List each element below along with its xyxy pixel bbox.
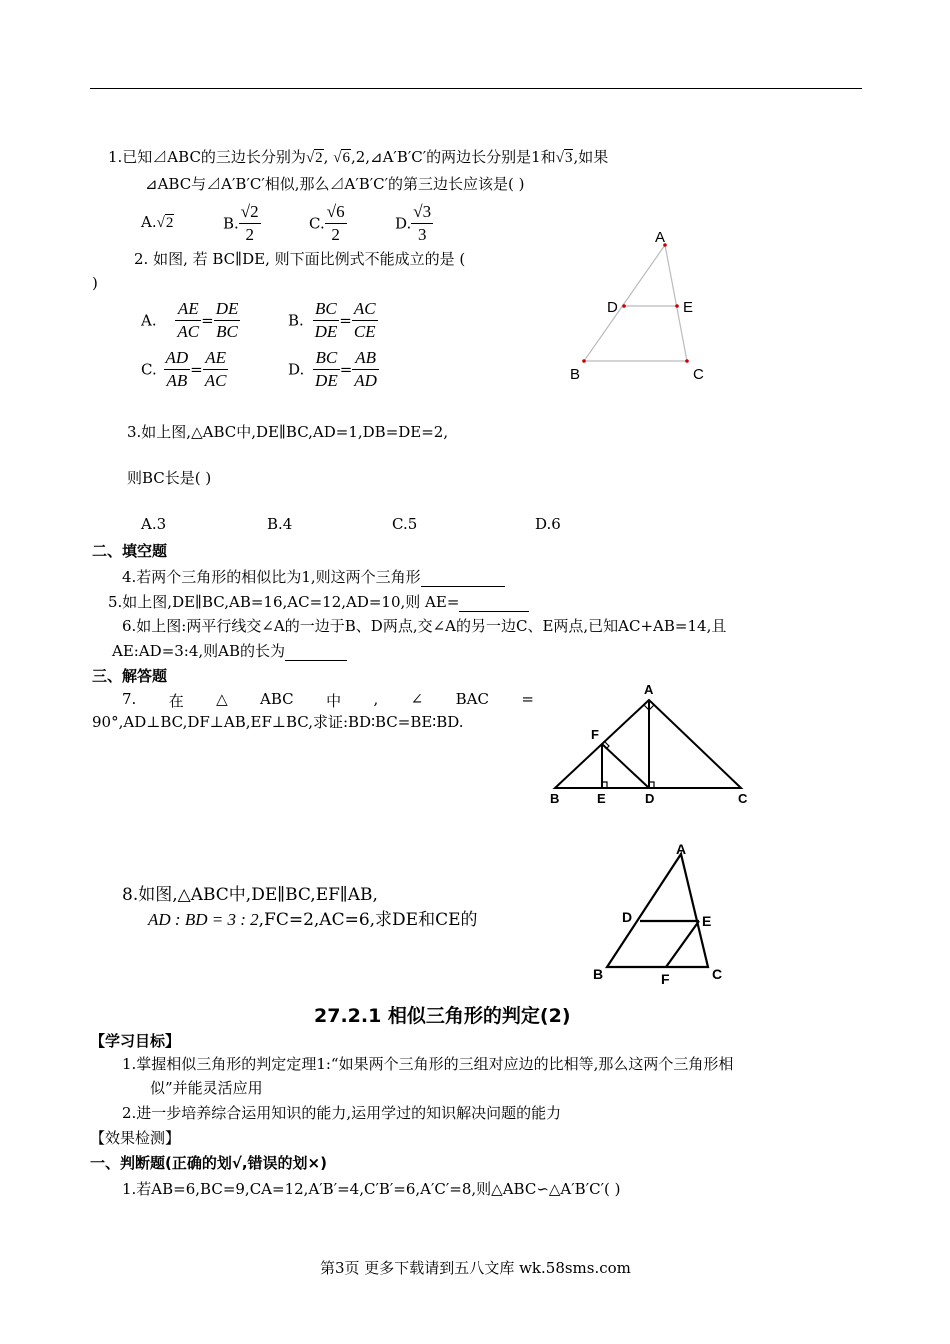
point-c xyxy=(685,359,689,363)
q2-option-d: D. $\frac{BC}{DE}$ = $\frac{AB}{AD}$ xyxy=(288,348,377,390)
section-fill-in-title: 二、填空题 xyxy=(92,542,168,560)
judge-section-header: 一、判断题(正确的划√,错误的划×) xyxy=(90,1154,327,1172)
q3-option-c: C.5 xyxy=(392,515,418,533)
point-e xyxy=(675,304,679,308)
figure-triangle-abc-de xyxy=(560,225,720,385)
sqrt-3: √3 xyxy=(555,150,573,166)
question-7-line-1: 7. 在 △ ABC 中 , ∠ BAC = xyxy=(122,690,534,710)
question-1-line-2: ⊿ABC与⊿A′B′C′相似,那么⊿A′B′C′的第三边长应该是( ) xyxy=(145,175,525,193)
sqrt-6: √6 xyxy=(333,150,350,166)
label-a: A xyxy=(655,229,666,246)
label-f: F xyxy=(661,971,670,987)
q1-text-b: ,2,⊿A′B′C′的两边长分别是1和 xyxy=(350,148,556,166)
goals-header: 【学习目标】 xyxy=(90,1032,181,1050)
label-e: E xyxy=(597,791,606,806)
question-6-line-2: AE:AD=3:4,则AB的长为 xyxy=(112,640,347,661)
goal-1-line-2: 似”并能灵活应用 xyxy=(150,1079,263,1097)
question-7-line-2: 90°,AD⊥BC,DF⊥AB,EF⊥BC,求证:BD∶BC=BE∶BD. xyxy=(92,713,464,731)
point-d xyxy=(622,304,626,308)
goal-2: 2.进一步培养综合运用知识的能力,运用学过的知识解决问题的能力 xyxy=(122,1104,562,1122)
q3-option-d: D.6 xyxy=(535,515,561,533)
question-5: 5.如上图,DE∥BC,AB=16,AC=12,AD=10,则 AE= xyxy=(108,591,529,612)
q2-option-c: C. $\frac{AD}{AB}$ = $\frac{AE}{AC}$ xyxy=(141,348,227,390)
label-c: C xyxy=(712,966,723,982)
answer-blank-6 xyxy=(285,642,347,661)
q1-option-a: A.√2 xyxy=(141,213,174,231)
label-d: D xyxy=(607,299,618,316)
question-8-line-1: 8.如图,△ABC中,DE∥BC,EF∥AB, xyxy=(122,885,378,905)
ratio-ad-bd: AD : BD = 3 : 2 xyxy=(148,910,259,929)
label-f: F xyxy=(591,727,599,742)
label-e: E xyxy=(702,913,712,929)
segment-df xyxy=(602,744,649,788)
question-6-line-1: 6.如上图:两平行线交∠A的一边于B、D两点,交∠A的另一边C、E两点,已知AC+AB=14,且 xyxy=(122,617,727,635)
q1-text-a: 1.已知⊿ABC的三边长分别为 xyxy=(108,148,306,166)
label-b: B xyxy=(550,791,560,806)
triangle-abc xyxy=(584,245,687,361)
label-b: B xyxy=(570,366,581,383)
question-8-line-2: AD : BD = 3 : 2,FC=2,AC=6,求DE和CE的 xyxy=(148,910,478,930)
question-3-line-1: 3.如上图,△ABC中,DE∥BC,AD=1,DB=DE=2, xyxy=(127,423,449,441)
check-header: 【效果检测】 xyxy=(90,1129,181,1147)
point-b xyxy=(582,359,586,363)
q1-option-d: D. $\frac{√3}{3}$ xyxy=(395,202,432,244)
q1-option-b: B. $\frac{√2}{2}$ xyxy=(223,202,259,244)
q3-option-a: A.3 xyxy=(141,515,167,533)
question-3-line-2: 则BC长是( ) xyxy=(127,469,212,487)
q3-option-b: B.4 xyxy=(267,515,293,533)
label-d: D xyxy=(622,909,633,925)
label-d: D xyxy=(645,791,655,806)
label-a: A xyxy=(644,682,654,697)
question-1-line-1: 1.已知⊿ABC的三边长分别为√2, √6,2,⊿A′B′C′的两边长分别是1和√3,如果 xyxy=(108,148,609,166)
label-c: C xyxy=(693,366,704,383)
question-2-line-1: 2. 如图, 若 BC∥DE, 则下面比例式不能成立的是 ( xyxy=(134,250,466,268)
label-e: E xyxy=(683,299,694,316)
figure-parallelogram-triangle xyxy=(585,838,735,988)
figure-right-triangle xyxy=(540,678,760,808)
label-c: C xyxy=(738,791,748,806)
goal-1-line-1: 1.掌握相似三角形的判定定理1:“如果两个三角形的三组对应边的比相等,那么这两个三角形相 xyxy=(122,1055,734,1073)
q2-option-b: B. $\frac{BC}{DE}$ = $\frac{AC}{CE}$ xyxy=(288,299,376,341)
page-footer: 第3页 更多下载请到五八文库 wk.58sms.com xyxy=(320,1259,631,1277)
answer-blank-5 xyxy=(459,593,529,612)
label-a: A xyxy=(676,841,687,857)
q1-option-c: C. $\frac{√6}{2}$ xyxy=(309,202,345,244)
q1-text-c: ,如果 xyxy=(573,148,609,166)
header-rule xyxy=(90,88,862,89)
sqrt-2: √2 xyxy=(305,150,323,166)
section-solutions-title: 三、解答题 xyxy=(92,667,168,685)
judge-question-1: 1.若AB=6,BC=9,CA=12,A′B′=4,C′B′=6,A′C′=8,则△ABC∽△A′B′C′( ) xyxy=(122,1180,621,1198)
q2-option-a: A. $\frac{AE}{AC}$ = $\frac{DE}{BC}$ xyxy=(141,299,239,341)
segment-ef xyxy=(666,921,699,967)
answer-blank-4 xyxy=(421,568,505,587)
label-b: B xyxy=(593,966,604,982)
question-2-line-2: ) xyxy=(92,274,98,292)
question-4: 4.若两个三角形的相似比为1,则这两个三角形 xyxy=(122,566,505,587)
lesson-title: 27.2.1 相似三角形的判定(2) xyxy=(314,1005,571,1027)
